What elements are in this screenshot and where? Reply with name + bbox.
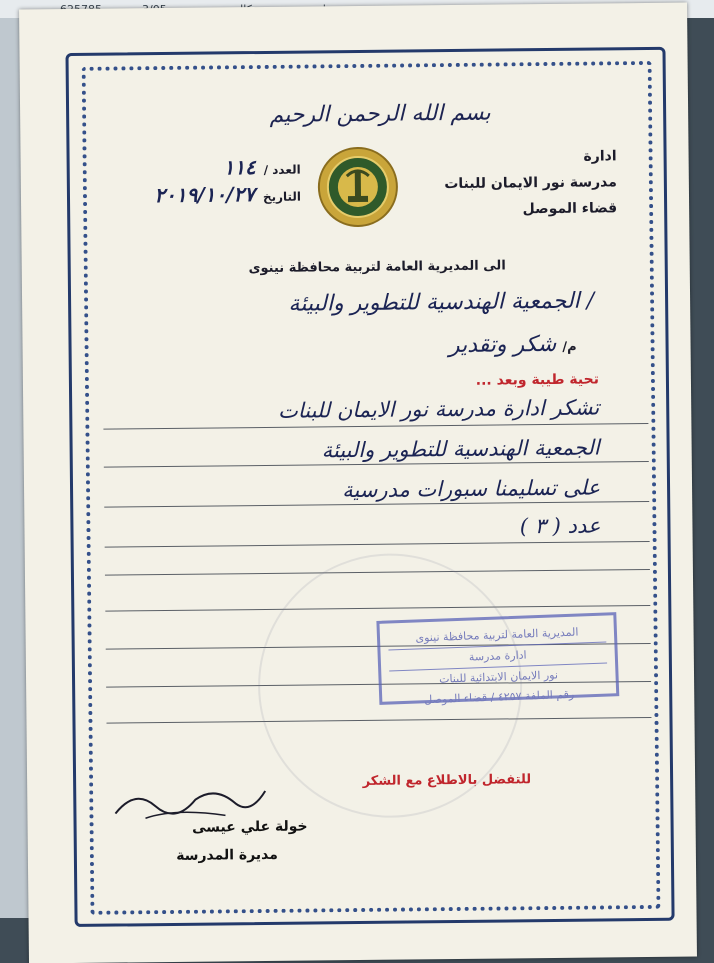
subject-row bbox=[449, 332, 577, 358]
school-header bbox=[416, 143, 617, 223]
stamp-line: ادارة مدرسة bbox=[388, 642, 607, 672]
basmala: بسم الله الرحمن الرحيم bbox=[269, 100, 491, 128]
header-admin: ادارة bbox=[583, 148, 617, 165]
addressee-handwritten: / الجمعية الهندسية للتطوير والبيئة bbox=[288, 288, 595, 317]
body-line: الجمعية الهندسية للتطوير والبيئة bbox=[321, 435, 600, 463]
reference-block bbox=[131, 155, 302, 211]
stamp-line: المديرية العامة لتربية محافظة نينوى bbox=[415, 625, 579, 645]
school-stamp bbox=[376, 612, 619, 705]
header-school-name: مدرسة نور الايمان للبنات bbox=[444, 174, 617, 193]
body-line: عدد ( ٣ ) bbox=[519, 513, 601, 539]
closing-line: للتفضل بالاطلاع مع الشكر bbox=[362, 772, 532, 789]
recipient-line: الى المديرية العامة لتربية محافظة نينوى bbox=[248, 258, 506, 277]
stamp-line: رقم الملفة ٤٢٥٧ / قضاء الموصل bbox=[424, 687, 575, 707]
header-district: قضاء الموصل bbox=[522, 200, 618, 218]
body-line: تشكر ادارة مدرسة نور الايمان للبنات bbox=[277, 395, 600, 423]
stamp-line: نور الايمان الابتدائية للبنات bbox=[438, 668, 559, 686]
ministry-seal-icon bbox=[316, 146, 399, 229]
signatory-title: مديرة المدرسة bbox=[176, 846, 278, 864]
number-value: ١١٤ bbox=[223, 155, 256, 180]
date-value: ٢٠١٩/١٠/٢٧ bbox=[154, 182, 256, 208]
subject-label: م/ bbox=[562, 339, 577, 355]
letter-paper bbox=[19, 3, 697, 963]
signatory-name: خولة علي عيسى bbox=[192, 818, 308, 836]
date-label: التاريخ bbox=[262, 189, 302, 204]
number-label: العدد / bbox=[263, 162, 301, 177]
body-line: على تسليمنا سبورات مدرسية bbox=[342, 475, 601, 503]
greeting: تحية طيبة وبعد ... bbox=[475, 371, 600, 389]
subject-value: شكر وتقدير bbox=[448, 331, 557, 359]
